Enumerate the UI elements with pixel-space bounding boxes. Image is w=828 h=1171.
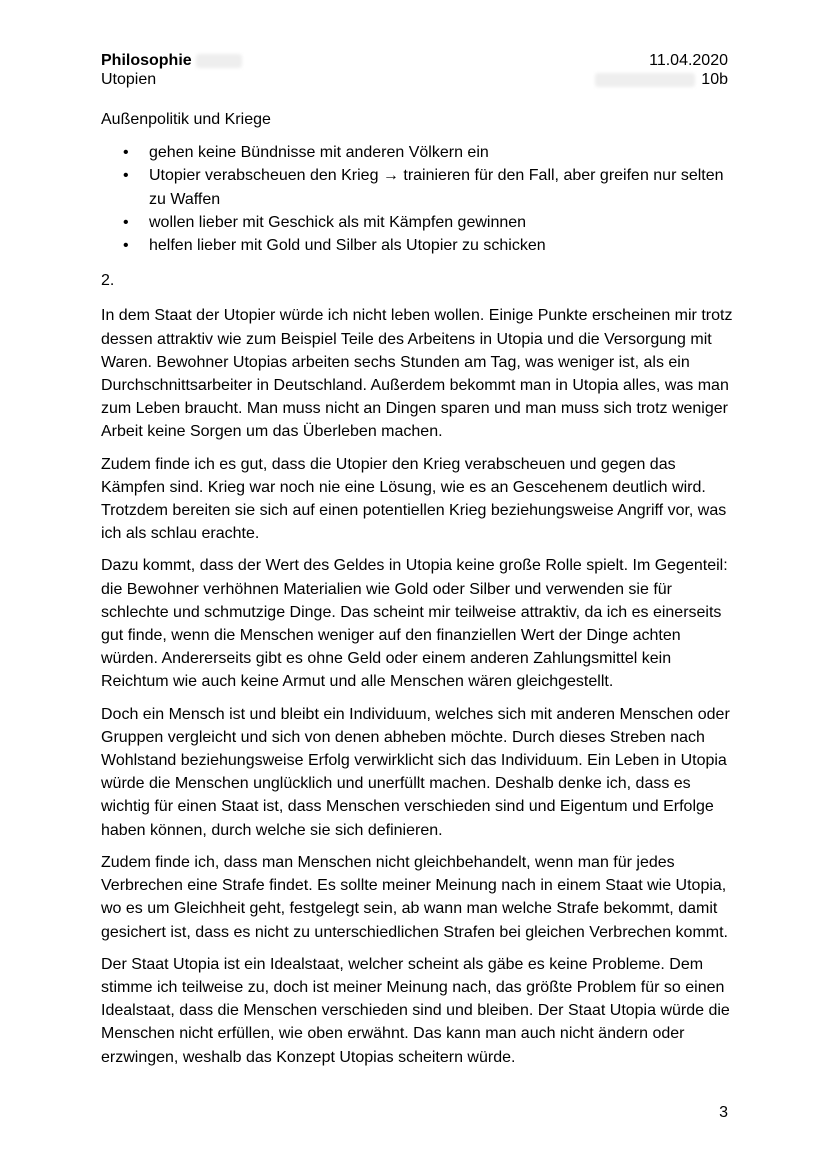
paragraph: Zudem finde ich, dass man Menschen nicht gleichbehandelt, wenn man für jedes Verbrechen eine Strafe findet. Es sollte meiner Meinung nach in einem Staat wie Utopia, wo es um Gleichheit geht, festgelegt sein, ab wann man welche Strafe bekommt, damit gesichert ist, dass es nicht zu unterschiedlichen Strafen bei gleichen Verbrechen kommt. (101, 853, 728, 941)
list-item: • Utopier verabscheuen den Krieg → trainieren für den Fall, aber greifen nur selten zu Waffen (101, 164, 741, 210)
document-body (101, 108, 741, 1078)
subject-line (101, 51, 242, 70)
document-header (101, 51, 728, 89)
list-item: • helfen lieber mit Gold und Silber als Utopier zu schicken (101, 234, 741, 257)
header-row-2 (101, 70, 728, 89)
subject-title: Philosophie (101, 52, 192, 69)
list-item: • gehen keine Bündnisse mit anderen Völkern ein (101, 141, 741, 164)
class-label: 10b (701, 71, 728, 88)
header-date: 11.04.2020 (649, 52, 728, 69)
bullet-list (101, 141, 741, 257)
paragraph: In dem Staat der Utopier würde ich nicht leben wollen. Einige Punkte erscheinen mir trotz dessen attraktiv wie zum Beispiel Teile des Arbeitens in Utopia und die Versorgung mit Waren. Bewohner Utopias arbeiten sechs Stunden am Tag, was weniger ist, als ein Durchschnittsarbeiter in Deutschland. Außerdem bekommt man in Utopia alles, was man zum Leben braucht. Man muss nicht an Dingen sparen und man muss sich trotz weniger Arbeit keine Sorgen um das Überleben machen. (101, 307, 733, 441)
header-row-1 (101, 51, 728, 70)
redacted-name-block (196, 54, 242, 68)
class-line (595, 70, 728, 89)
paragraph: Zudem finde ich es gut, dass die Utopier den Krieg verabscheuen und gegen das Kämpfen sind. Krieg war noch nie eine Lösung, wie es an Gescehenem deutlich wird. Trotzdem bereiten sie sich auf einen potentiellen Krieg beziehungsweise Angriff vor, was ich als schlau erachte. (101, 455, 727, 543)
topic-title: Utopien (101, 71, 157, 88)
paragraph: Doch ein Mensch ist und bleibt ein Individuum, welches sich mit anderen Menschen oder Gruppen vergleicht und sich von denen abheben möchte. Durch dieses Streben nach Wohlstand beziehungsweise Erfolg verwirklicht sich das Individuum. Ein Leben in Utopia würde die Menschen unglücklich und unerfüllt machen. Deshalb denke ich, dass es wichtig für einen Staat ist, dass Menschen verschieden sind und Eigentum und Erfolge haben können, durch welche sie sich definieren. (101, 705, 730, 839)
task-number: 2. (101, 272, 115, 290)
bullet-icon: • (123, 144, 129, 162)
section-heading: Außenpolitik und Kriege (101, 111, 271, 128)
bullet-icon: • (123, 213, 129, 231)
redacted-author-block (595, 73, 695, 87)
list-item: • wollen lieber mit Geschick als mit Kämpfen gewinnen (101, 211, 741, 234)
bullet-icon: • (123, 167, 129, 185)
paragraph: Dazu kommt, dass der Wert des Geldes in Utopia keine große Rolle spielt. Im Gegenteil: die Bewohner verhöhnen Materialien wie Gold oder Silber und verwenden sie für schlechte und schmutzige Dinge. Das scheint mir teilweise attraktiv, da ich es einerseits gut finde, wenn die Menschen weniger auf den finanziellen Wert der Dinge achten würden. Andererseits gibt es ohne Geld oder einem anderen Zahlungsmittel kein Reichtum wie auch keine Armut und alle Menschen wären gleichgestellt. (101, 557, 728, 691)
page-number: 3 (719, 1104, 728, 1121)
paragraph: Der Staat Utopia ist ein Idealstaat, welcher scheint als gäbe es keine Probleme. Dem stimme ich teilweise zu, doch ist meiner Meinung nach, das größte Problem für so einen Idealstaat, dass die Menschen verschieden sind und bleiben. Der Staat Utopia würde die Menschen nicht erfüllen, wie oben erwähnt. Das kann man auch nicht ändern oder erzwingen, weshalb das Konzept Utopias scheitern würde. (101, 955, 730, 1066)
bullet-icon: • (123, 237, 129, 255)
